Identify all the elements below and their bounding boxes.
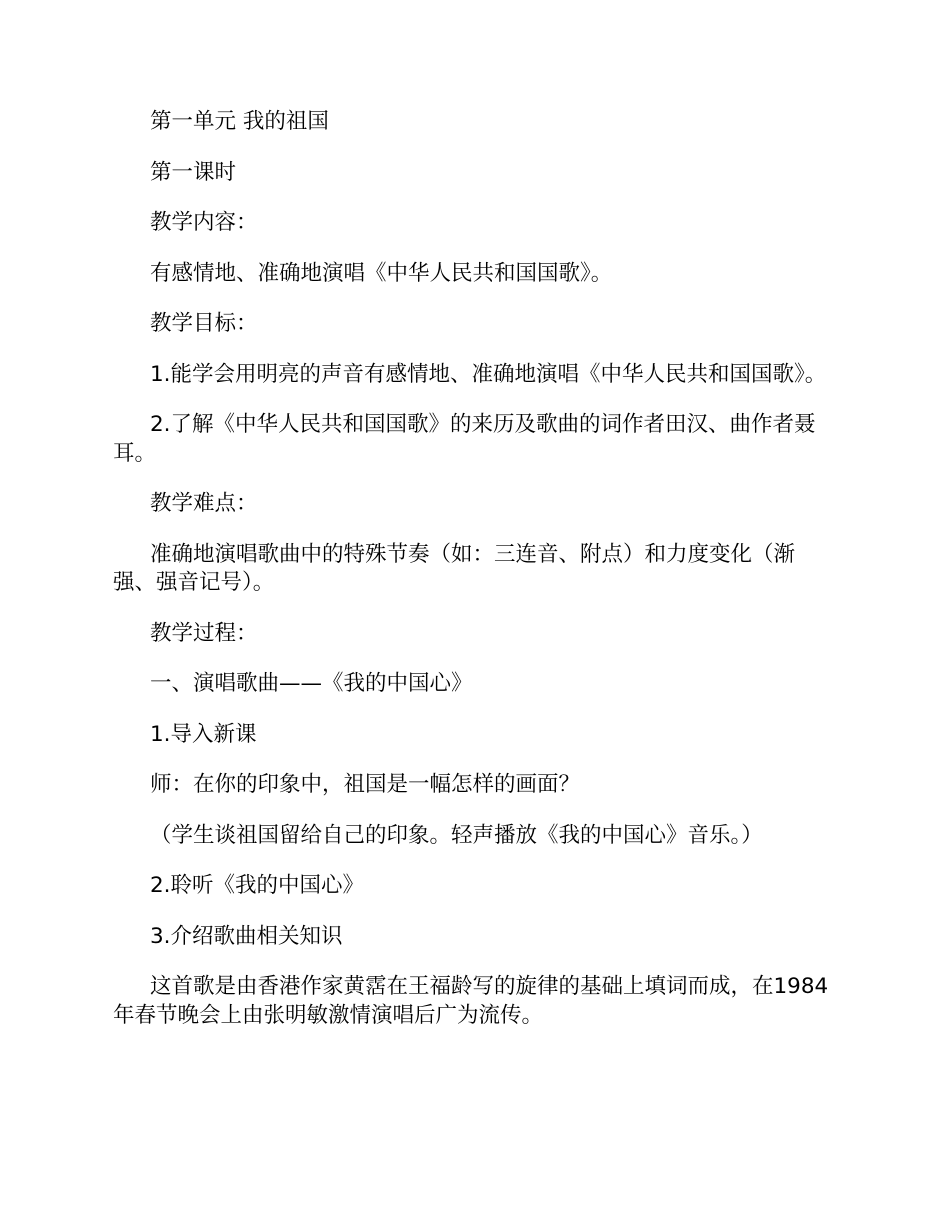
section-heading-process: 教学过程： — [150, 620, 258, 646]
paragraph-content: 有感情地、准确地演唱《中华人民共和国国歌》。 — [150, 260, 613, 286]
process-step-2: 2.聆听《我的中国心》 — [150, 873, 365, 898]
process-part-1: 一、演唱歌曲——《我的中国心》 — [150, 671, 473, 696]
section-heading-content: 教学内容： — [150, 210, 258, 235]
process-step-1: 1.导入新课 — [150, 721, 257, 747]
paragraph-difficulty: 准确地演唱歌曲中的特殊节奏（如：三连音、附点）和力度变化（渐强、强音记号）。 — [113, 541, 796, 595]
section-heading-difficulty: 教学难点： — [150, 491, 258, 516]
process-step-3: 3.介绍歌曲相关知识 — [150, 923, 343, 949]
section-heading-goals: 教学目标： — [150, 311, 258, 336]
document-body — [113, 108, 830, 1030]
goal-item-2: 2.了解《中华人民共和国国歌》的来历及歌曲的词作者田汉、曲作者聂耳。 — [113, 412, 816, 466]
goal-item-1: 1.能学会用明亮的声音有感情地、准确地演唱《中华人民共和国国歌》。 — [150, 361, 827, 387]
student-activity: （学生谈祖国留给自己的印象。轻声播放《我的中国心》音乐。） — [150, 822, 763, 848]
lesson-period: 第一课时 — [150, 159, 237, 185]
song-background-paragraph: 这首歌是由香港作家黄霑在王福龄写的旋律的基础上填词而成，在1984年春节晚会上由张明敏激情演唱后广为流传。 — [113, 974, 829, 1028]
unit-title: 第一单元 我的祖国 — [150, 109, 329, 134]
teacher-question: 师：在你的印象中，祖国是一幅怎样的画面？ — [150, 772, 581, 797]
